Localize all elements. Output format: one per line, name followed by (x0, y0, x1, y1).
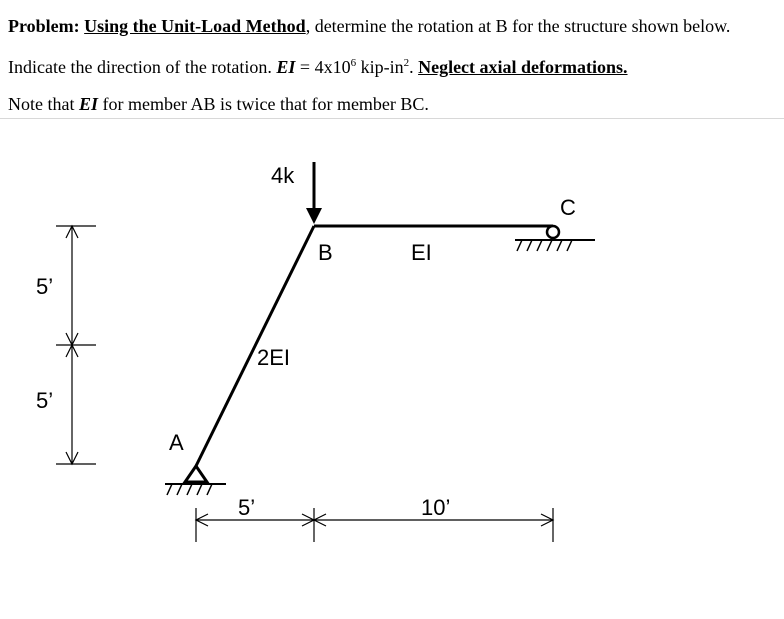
node-a-label: A (169, 430, 184, 455)
ei-symbol: EI (276, 57, 296, 77)
dim-vertical-upper: 5’ (36, 274, 54, 299)
vertical-dimension (56, 226, 96, 464)
load-arrow (306, 162, 322, 224)
pin-support-a (165, 466, 226, 495)
node-b-label: B (318, 240, 333, 265)
roller-support-c (515, 226, 595, 251)
ei-exponent: 6 (350, 57, 357, 69)
dim-horizontal-right: 10’ (421, 495, 451, 520)
method-name: Using the Unit-Load Method (84, 16, 306, 36)
load-label: 4k (271, 163, 295, 188)
member-ab (196, 226, 314, 466)
ei-unit: kip-in (356, 57, 404, 77)
ei-end: . (409, 57, 419, 77)
note-ei: EI (78, 94, 98, 114)
member-bc-stiffness: EI (411, 240, 432, 265)
note-start: Note that (8, 94, 79, 114)
ei-value: = 4x10 (295, 57, 351, 77)
dim-vertical-lower: 5’ (36, 388, 54, 413)
node-c-label: C (560, 195, 576, 220)
note-end: for member AB is twice that for member BC. (98, 94, 429, 114)
dim-horizontal-left: 5’ (238, 495, 256, 520)
problem-prefix: Problem: (8, 16, 80, 36)
problem-sentence: , determine the rotation at B for the structure shown below. Indicate the direction of the rotation. (8, 16, 731, 77)
ei-unit-exponent: 2 (403, 57, 410, 69)
member-ab-stiffness: 2EI (257, 345, 291, 370)
neglect-axial-note: Neglect axial deformations. (418, 57, 628, 77)
